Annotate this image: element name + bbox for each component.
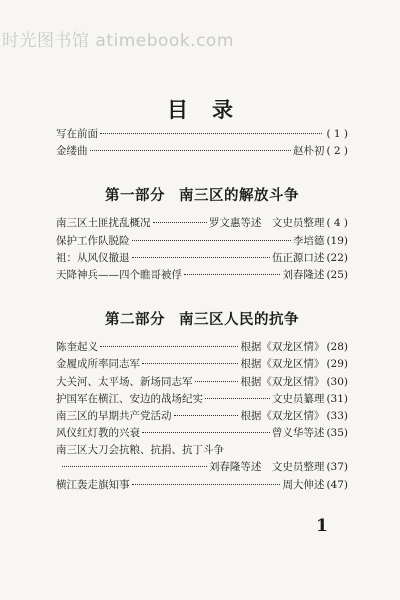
entry-author: 周大伸述: [282, 478, 325, 491]
toc-entry[interactable]: [56, 393, 348, 410]
entry-author: 罗文惠等述 文史员整理: [208, 217, 325, 230]
entry-title: 保护工作队脱险: [56, 234, 130, 247]
watermark: 时光图书馆 atimebook.com: [2, 31, 234, 51]
toc-entry[interactable]: [56, 128, 348, 145]
dot-leader: [132, 257, 270, 258]
entry-title: 金履成所率同志军: [56, 358, 140, 371]
section-title: 南三区人民的抗争: [179, 311, 299, 329]
entry-title: 天降神兵——四个瞧哥被俘: [56, 268, 182, 281]
entry-title: 写在前面: [56, 128, 98, 140]
entry-page: (31): [326, 392, 348, 405]
entry-author: 刘春隆等述 文史员整理: [208, 461, 325, 474]
dot-leader: [142, 432, 270, 433]
entry-title: 横江轰走旗知事: [56, 478, 130, 491]
entry-page: (30): [326, 375, 348, 388]
dot-leader: [100, 133, 322, 134]
entry-title: 大关河、太平场、新场同志军: [56, 375, 193, 388]
entry-title: 南三区土匪扰乱概况: [56, 217, 151, 230]
entry-author: 根据《双龙区情》: [240, 375, 325, 388]
dot-leader: [205, 398, 270, 399]
dot-leader: [142, 363, 238, 364]
entry-page: ( 4 ): [326, 217, 348, 230]
entry-page: (35): [326, 427, 348, 440]
dot-leader: [100, 346, 238, 347]
toc-entry[interactable]: [56, 444, 348, 461]
entry-author: 李培德: [292, 234, 325, 247]
page-number: 1: [316, 516, 328, 536]
section-part: 第一部分: [105, 187, 165, 205]
entry-author: 根据《双龙区情》: [240, 341, 325, 354]
section-title: 南三区的解放斗争: [179, 187, 299, 205]
entry-page: (19): [326, 234, 348, 247]
dot-leader: [62, 466, 207, 467]
entry-author: 根据《双龙区情》: [240, 358, 325, 371]
entry-title: 护国军在横江、安边的战场纪实: [56, 392, 203, 405]
entry-page: (25): [326, 268, 348, 281]
entry-title: 祖：从风仪撤退: [56, 251, 130, 264]
dot-leader: [132, 484, 281, 485]
dot-leader: [184, 274, 280, 275]
toc-entry[interactable]: [56, 269, 348, 286]
dot-leader: [132, 240, 291, 241]
dot-leader: [174, 415, 239, 416]
entry-title: 南三区的早期共产党活动: [56, 409, 172, 422]
dot-leader: [153, 222, 207, 223]
entry-author: 刘春隆述: [282, 268, 325, 281]
entry-title: 陈奎起义: [56, 341, 98, 354]
entry-page: (47): [326, 478, 348, 491]
toc-entry[interactable]: [56, 341, 348, 358]
entry-author: 根据《双龙区情》: [240, 409, 325, 422]
toc-entry[interactable]: [56, 145, 348, 162]
toc-entry[interactable]: [56, 479, 348, 496]
toc-entry[interactable]: [56, 376, 348, 393]
entry-page: (28): [326, 341, 348, 354]
table-of-contents: [56, 128, 348, 496]
toc-entry[interactable]: [56, 358, 348, 375]
entry-page: (33): [326, 409, 348, 422]
toc-entry[interactable]: [56, 427, 348, 444]
entry-page: (37): [326, 461, 348, 474]
entry-page: ( 2 ): [326, 145, 348, 158]
entry-page: (29): [326, 358, 348, 371]
entry-page: (22): [326, 251, 348, 264]
entry-title: 金缕曲: [56, 145, 88, 158]
section-part: 第二部分: [105, 311, 165, 329]
entry-author: 赵朴初: [292, 145, 325, 158]
entry-author: 曾义华等述: [271, 427, 325, 440]
entry-title: 风仪红灯教的兴衰: [56, 427, 140, 440]
section-heading: [56, 308, 348, 329]
toc-entry[interactable]: [56, 235, 348, 252]
section-heading: [56, 184, 348, 205]
toc-entry[interactable]: [56, 410, 348, 427]
toc-entry[interactable]: [56, 252, 348, 269]
entry-author: 文史员纂理: [271, 392, 325, 405]
entry-page: ( 1 ): [326, 128, 348, 140]
toc-entry[interactable]: [56, 217, 348, 234]
toc-entry-continuation[interactable]: [56, 461, 348, 478]
page-title: 目录: [167, 97, 257, 122]
entry-title: 南三区大刀会抗粮、抗捐、抗丁斗争: [56, 444, 224, 457]
dot-leader: [195, 381, 239, 382]
entry-author: 伍正源口述: [271, 251, 325, 264]
dot-leader: [90, 150, 291, 151]
